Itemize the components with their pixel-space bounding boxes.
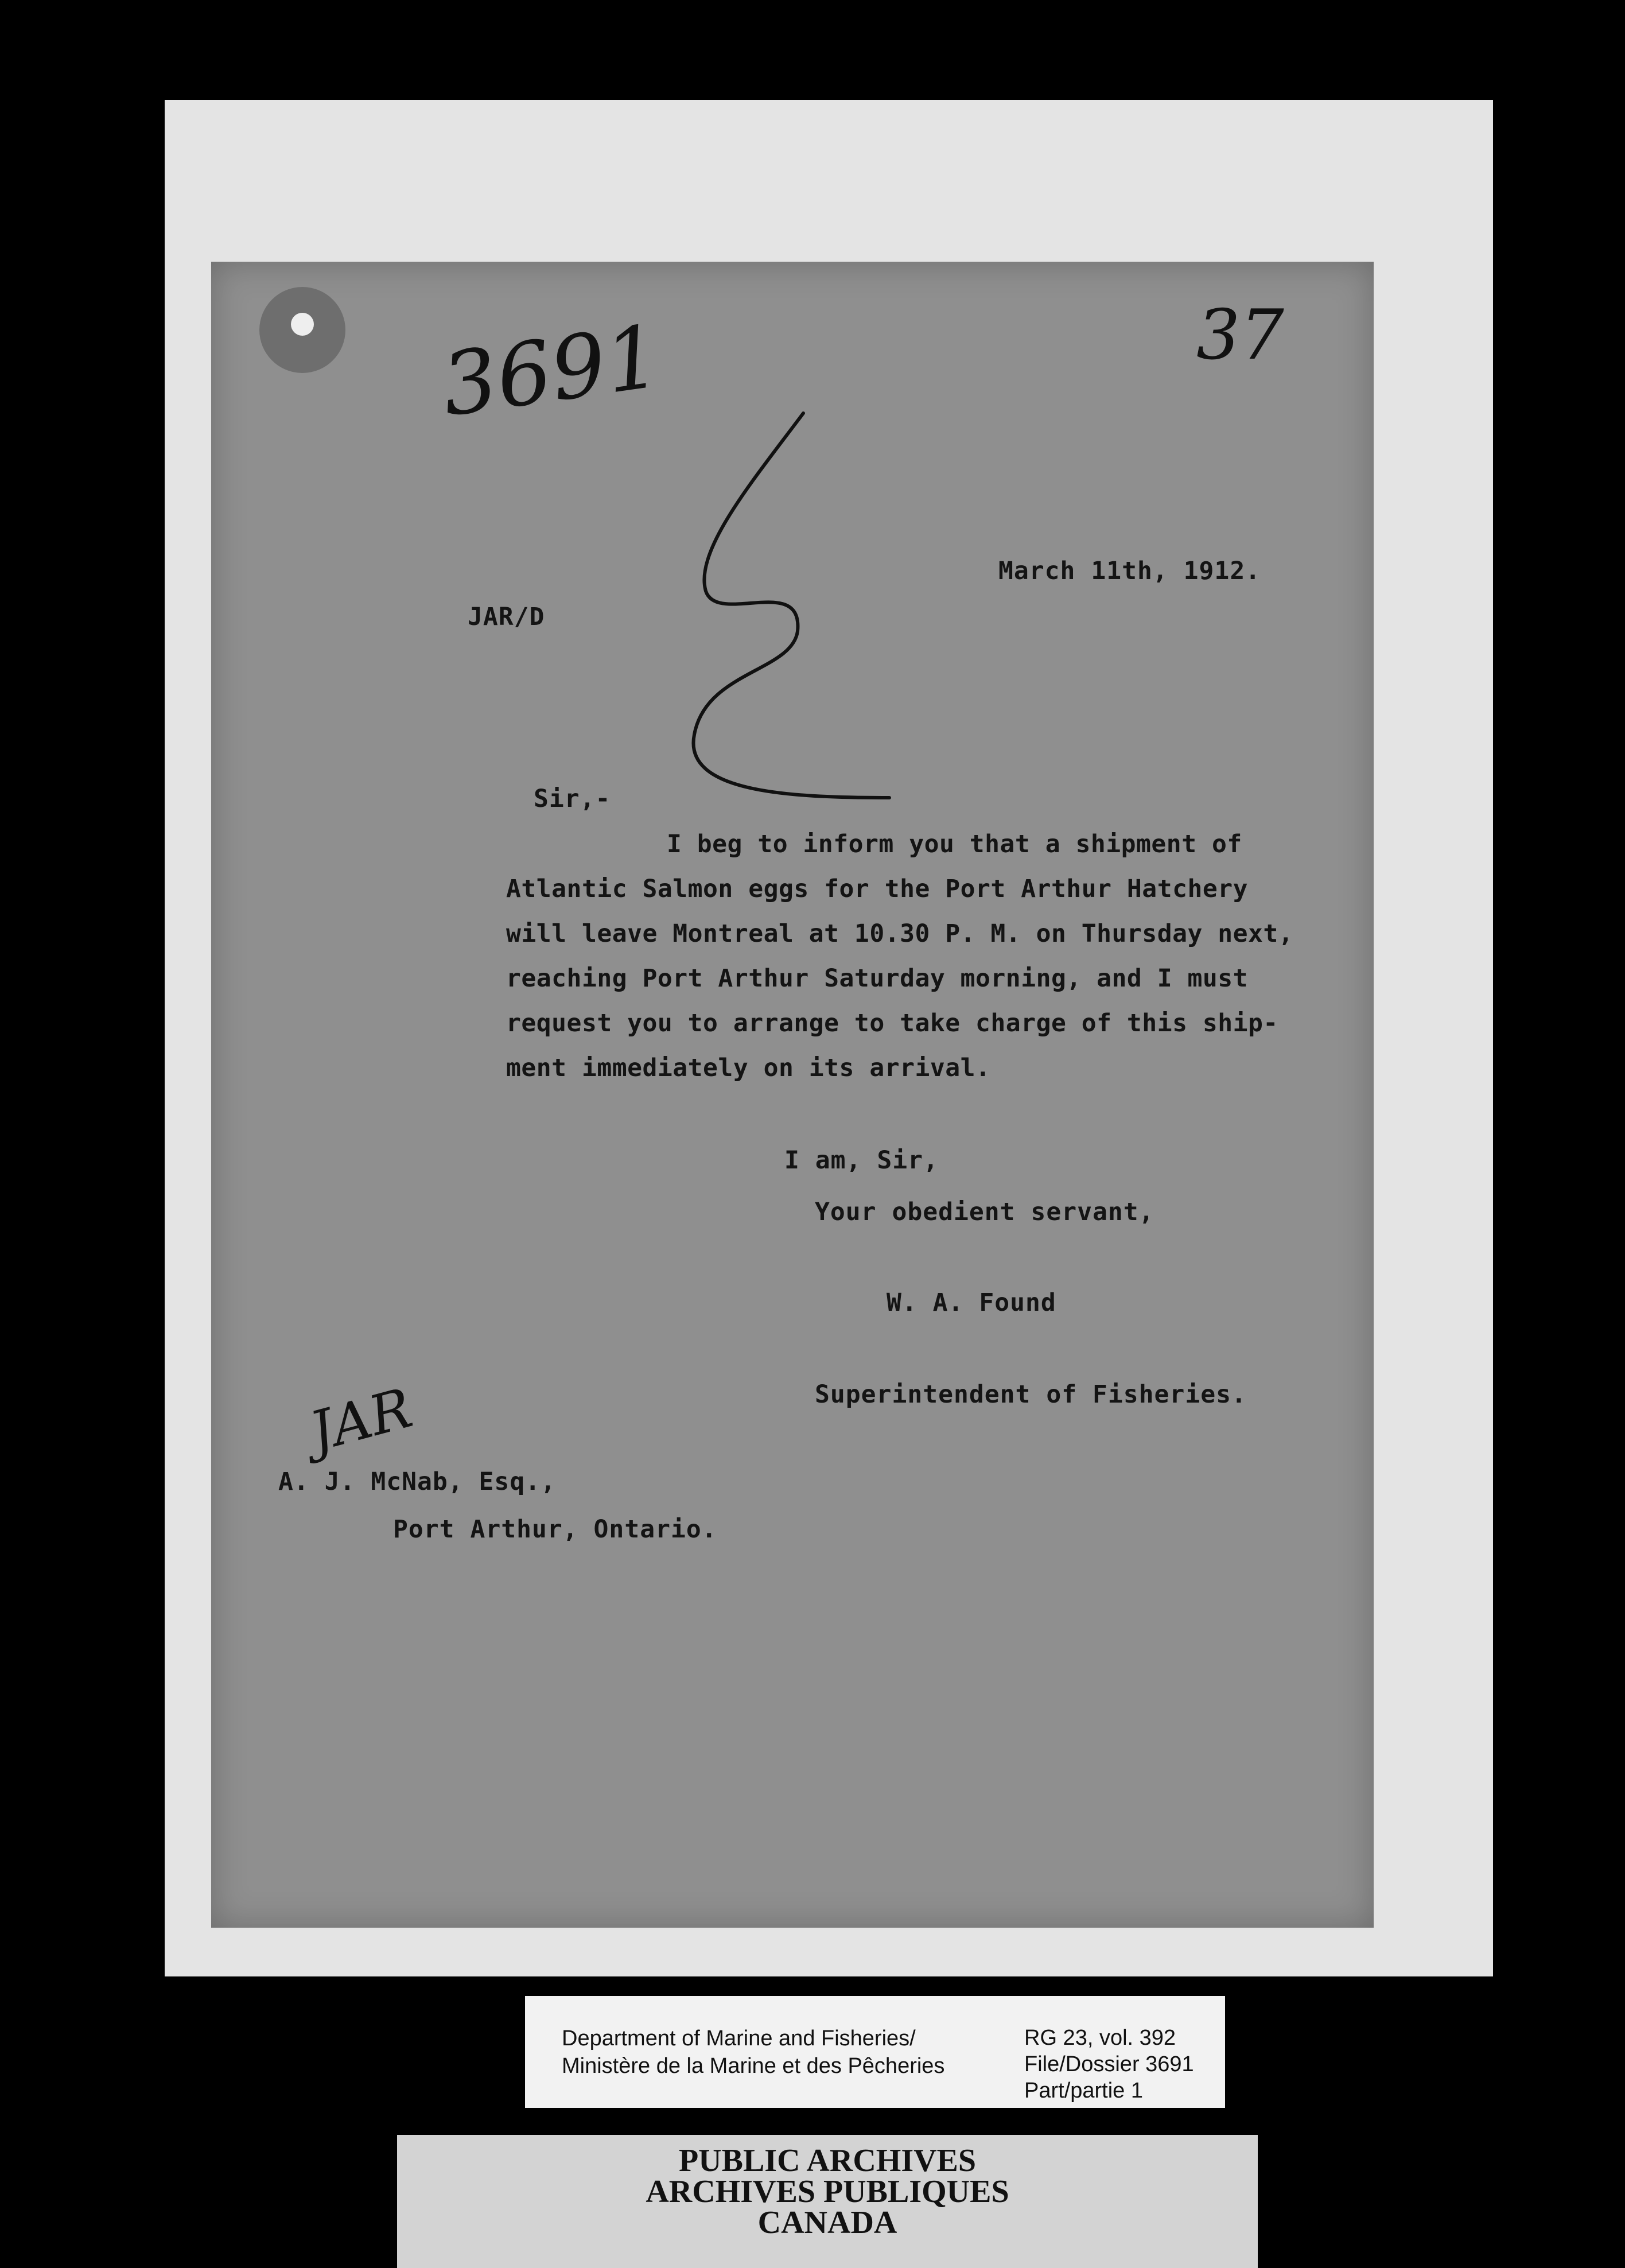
addressee-name: A. J. McNab, Esq.,: [278, 1467, 556, 1496]
letter-date: March 11th, 1912.: [998, 557, 1261, 585]
handwritten-flourish-mark: [671, 402, 912, 815]
letter-body-line: reaching Port Arthur Saturday morning, and I must: [506, 964, 1249, 993]
letter-closing: I am, Sir,: [784, 1146, 939, 1175]
letter-reference: JAR/D: [468, 603, 545, 631]
letter-salutation: Sir,-: [534, 785, 611, 813]
handwritten-file-number: 3691: [436, 306, 667, 436]
file-dossier: File/Dossier 3691: [1024, 2052, 1194, 2076]
letter-body-line: request you to arrange to take charge of this ship-: [506, 1009, 1278, 1038]
stamp-line-french: ARCHIVES PUBLIQUES: [646, 2174, 1009, 2209]
letter-body-line: Atlantic Salmon eggs for the Port Arthur Hatchery: [506, 875, 1249, 903]
handwritten-page-number: 37: [1196, 296, 1284, 375]
archive-reference-label: [525, 1996, 1225, 2108]
part-partie: Part/partie 1: [1024, 2079, 1143, 2103]
letter-body-line: I beg to inform you that a shipment of: [667, 830, 1242, 859]
department-english: Department of Marine and Fisheries/: [562, 2026, 916, 2050]
letter-body-line: ment immediately on its arrival.: [506, 1054, 991, 1082]
addressee-place: Port Arthur, Ontario.: [393, 1515, 717, 1544]
punch-hole: [259, 287, 345, 373]
signer-title: Superintendent of Fisheries.: [815, 1380, 1247, 1409]
record-group: RG 23, vol. 392: [1024, 2026, 1176, 2050]
stamp-line-country: CANADA: [757, 2205, 897, 2240]
public-archives-stamp: [397, 2135, 1258, 2268]
signer-name: W. A. Found: [887, 1288, 1056, 1317]
department-french: Ministère de la Marine et des Pêcheries: [562, 2054, 945, 2078]
letter-body: [506, 822, 1294, 1090]
letter-body-line: will leave Montreal at 10.30 P. M. on Thursday next,: [506, 919, 1294, 948]
letter-closing-servant: Your obedient servant,: [815, 1198, 1154, 1226]
handwritten-initials: JAR: [303, 1376, 419, 1465]
stamp-line-english: PUBLIC ARCHIVES: [678, 2143, 977, 2178]
